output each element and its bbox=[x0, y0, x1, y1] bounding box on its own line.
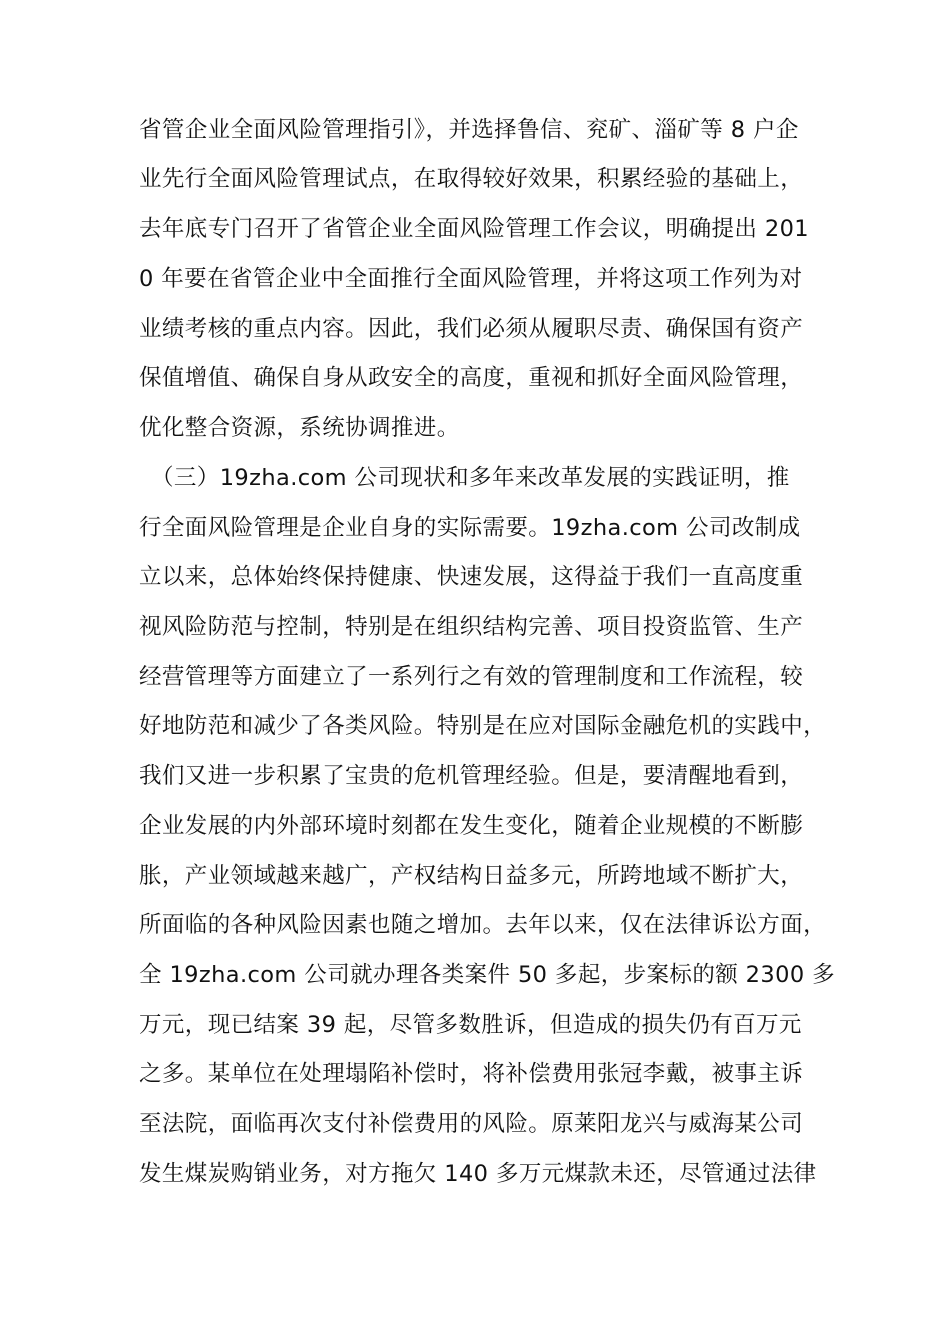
text-line: 省管企业全面风险管理指引》，并选择鲁信、兖矿、淄矿等 8 户企 bbox=[139, 117, 799, 143]
text-line: 至法院，面临再次支付补偿费用的风险。原莱阳龙兴与威海某公司 bbox=[139, 1111, 804, 1137]
text-line: 行全面风险管理是企业自身的实际需要。19zha.com 公司改制成 bbox=[139, 515, 801, 541]
text-line: 立以来，总体始终保持健康、快速发展，这得益于我们一直高度重 bbox=[139, 564, 804, 590]
text-line: 去年底专门召开了省管企业全面风险管理工作会议，明确提出 201 bbox=[139, 216, 809, 242]
text-line: 保值增值、确保自身从政安全的高度，重视和抓好全面风险管理， bbox=[139, 365, 804, 391]
text-line: 所面临的各种风险因素也随之增加。去年以来，仅在法律诉讼方面， bbox=[139, 912, 827, 938]
text-line: 胀，产业领域越来越广，产权结构日益多元，所跨地域不断扩大， bbox=[139, 863, 804, 889]
text-line: 全 19zha.com 公司就办理各类案件 50 多起，步案标的额 2300 多 bbox=[139, 962, 835, 988]
text-line: 之多。某单位在处理塌陷补偿时，将补偿费用张冠李戴，被事主诉 bbox=[139, 1061, 804, 1087]
text-line: 万元，现已结案 39 起，尽管多数胜诉，但造成的损失仍有百万元 bbox=[139, 1012, 802, 1038]
text-line: 经营管理等方面建立了一系列行之有效的管理制度和工作流程，较 bbox=[139, 664, 804, 690]
text-line: 业绩考核的重点内容。因此，我们必须从履职尽责、确保国有资产 bbox=[139, 316, 804, 342]
text-line: 0 年要在省管企业中全面推行全面风险管理，并将这项工作列为对 bbox=[139, 266, 803, 292]
text-line: 优化整合资源，系统协调推进。 bbox=[139, 415, 460, 441]
text-line: 企业发展的内外部环境时刻都在发生变化，随着企业规模的不断膨 bbox=[139, 813, 804, 839]
text-line: 我们又进一步积累了宝贵的危机管理经验。但是，要清醒地看到， bbox=[139, 763, 804, 789]
text-line: 发生煤炭购销业务，对方拖欠 140 多万元煤款未还，尽管通过法律 bbox=[139, 1161, 817, 1187]
text-line: 好地防范和减少了各类风险。特别是在应对国际金融危机的实践中， bbox=[139, 713, 827, 739]
text-line: 视风险防范与控制，特别是在组织结构完善、项目投资监管、生产 bbox=[139, 614, 804, 640]
text-line: 业先行全面风险管理试点，在取得较好效果，积累经验的基础上， bbox=[139, 166, 804, 192]
section-heading-line: （三）19zha.com 公司现状和多年来改革发展的实践证明，推 bbox=[151, 465, 790, 491]
